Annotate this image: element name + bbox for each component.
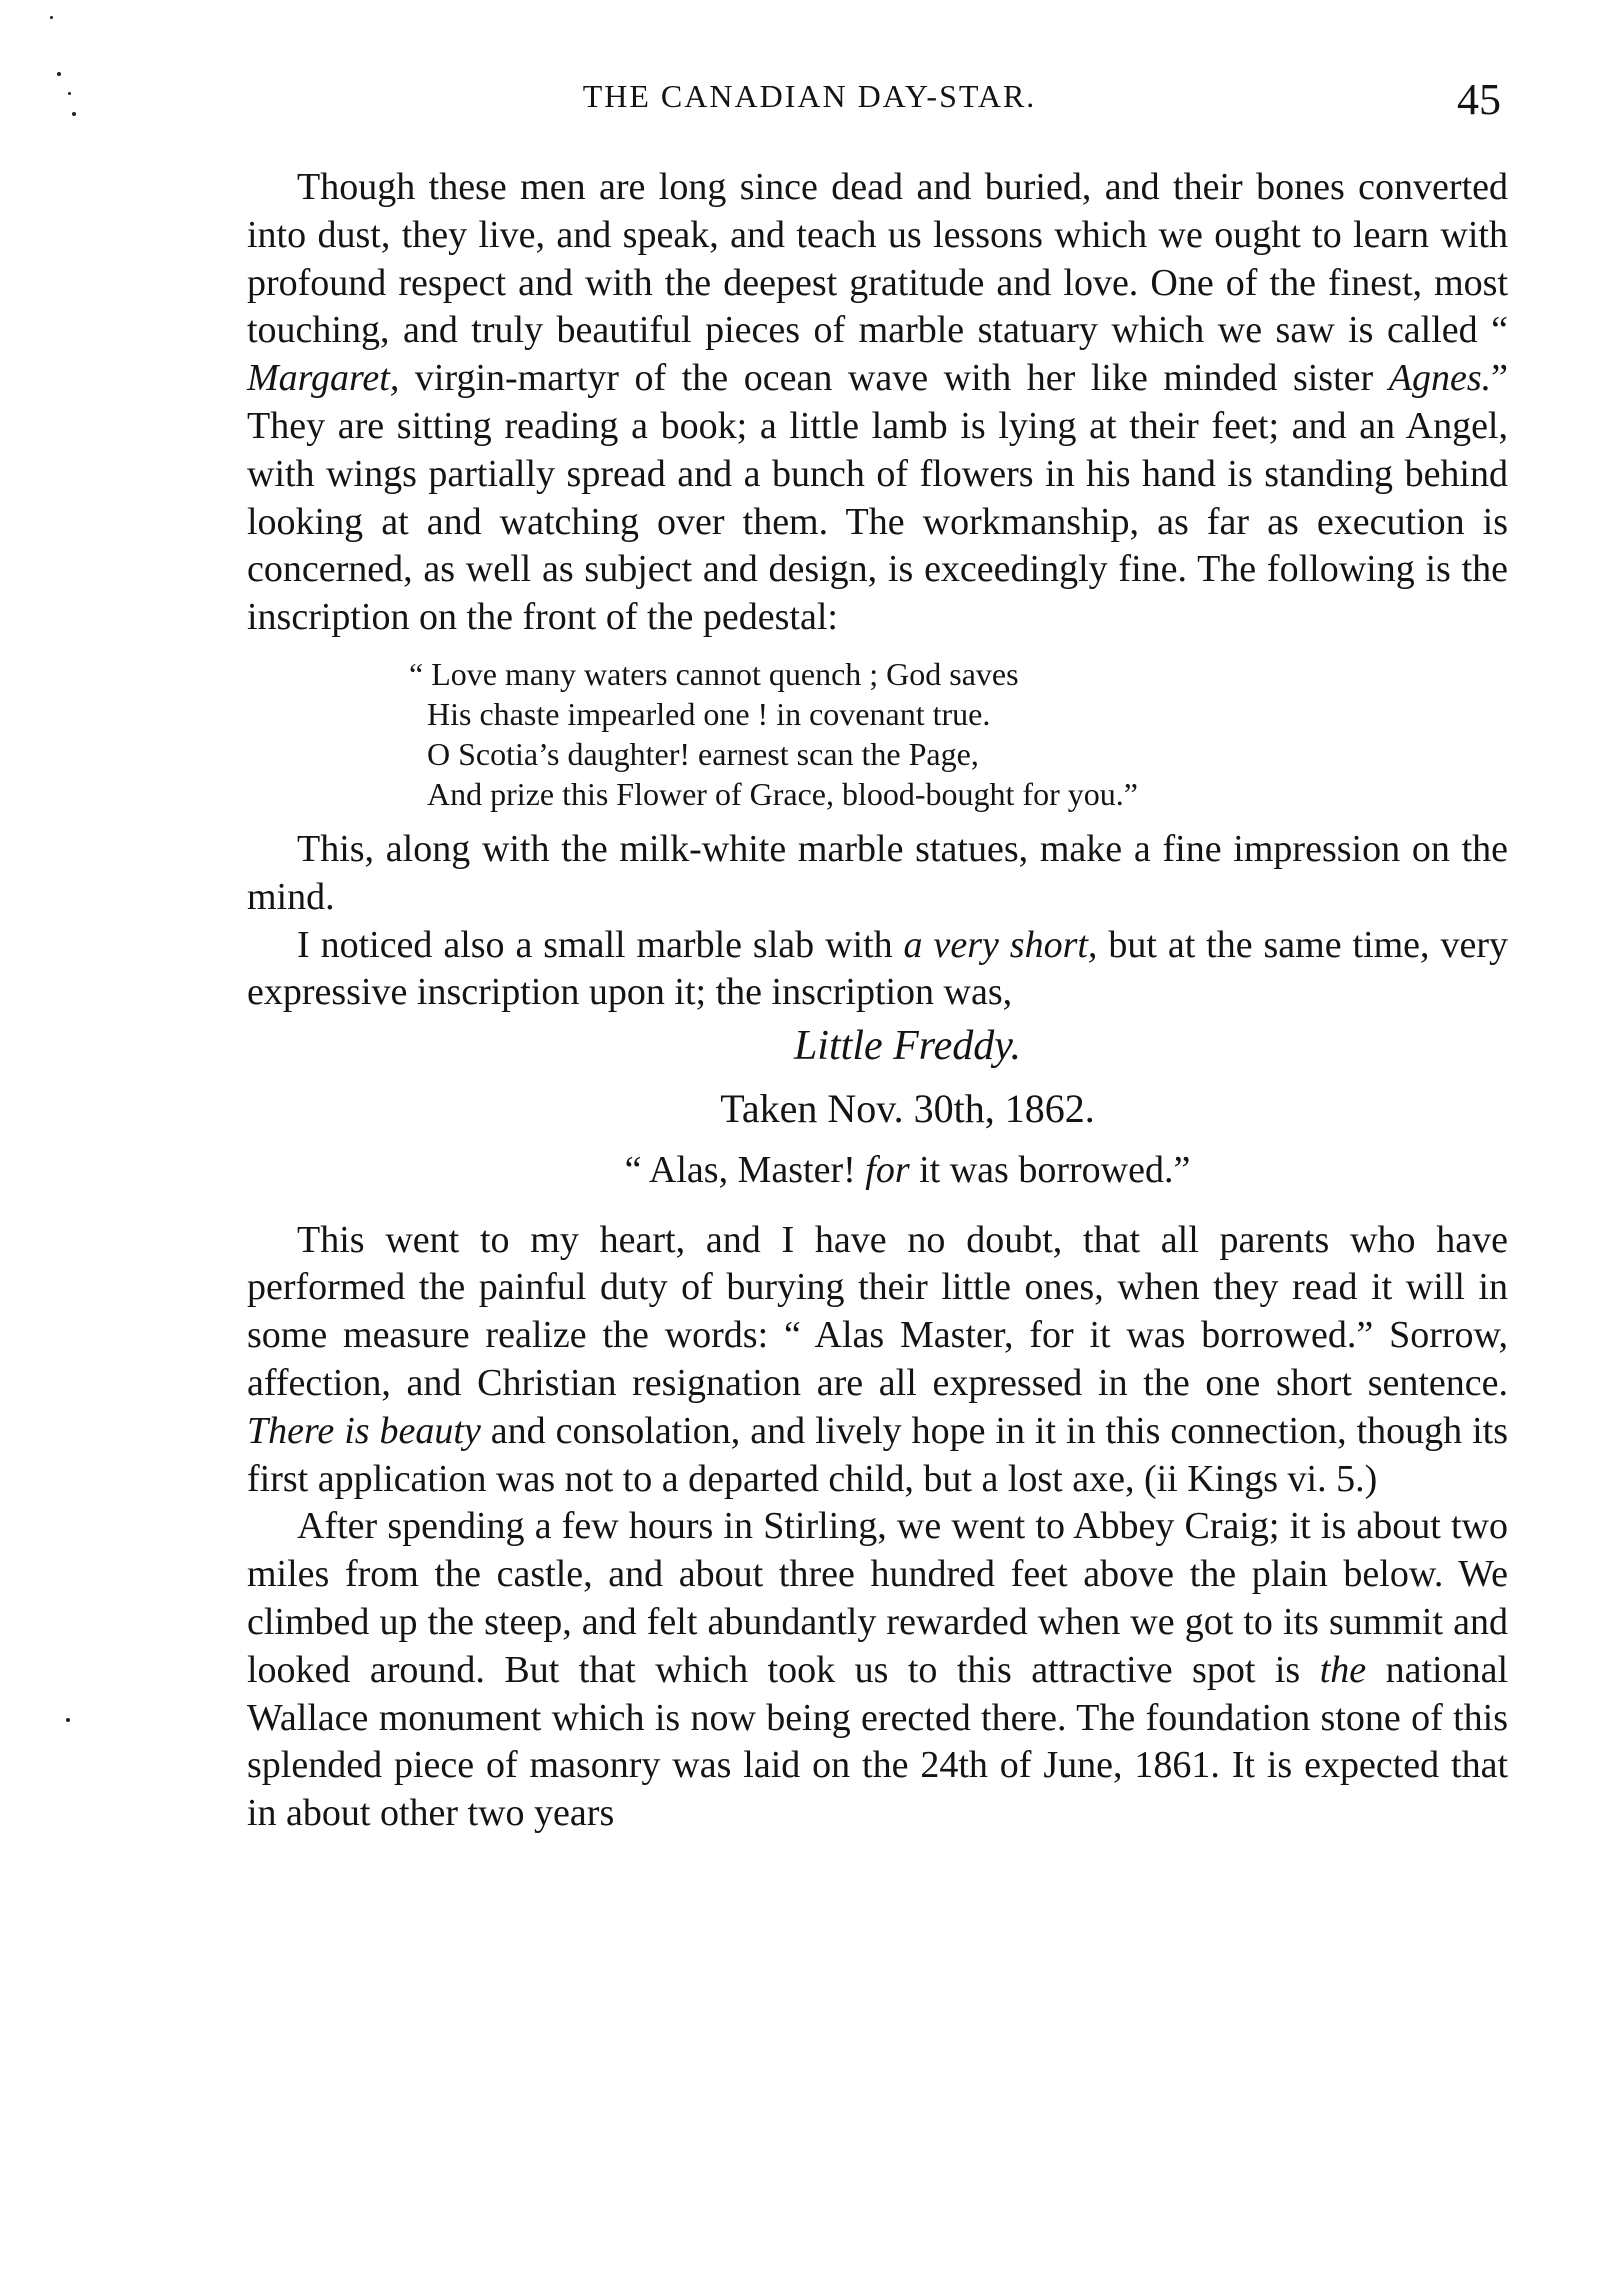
italic-text: a very short, (903, 923, 1098, 966)
text-run: “ Alas, Master! (624, 1148, 866, 1191)
scan-speck (57, 72, 61, 76)
poem-line: “ Love many waters cannot quench ; God saves (409, 655, 1019, 692)
text-run: ” They are sitting reading a book; a little lamb is lying at their feet; and an Angel, with wings partially spread and a bunch of flowers in his hand is standing behind looking at and watching over them. The workmanship, as far as execution is concerned, as well as subject and design, is exceedingly fine. The following is the inscription on the front of the pedestal: (247, 357, 1508, 639)
epitaph-name: Little Freddy. (793, 1023, 1022, 1070)
page-header (0, 75, 1599, 128)
paragraph (247, 1217, 1508, 1504)
paragraph (247, 1503, 1508, 1838)
pedestal-inscription (409, 654, 1508, 814)
running-head: THE CANADIAN DAY-STAR. (582, 78, 1037, 114)
paragraph (247, 164, 1508, 642)
text-run: I noticed also a small marble slab with (297, 923, 904, 966)
page-number: 45 (1457, 75, 1501, 124)
text-run: and consolation, and lively hope in it in this connection, though its first application was not to a departed child, but a lost axe, (ii Kings vi. 5.) (247, 1409, 1508, 1500)
text-run: Though these men are long since dead and buried, and their bones converted into dust, they live, and speak, and teach us lessons which we ought to learn with profound respect and with the deepest gratitude and love. One of the finest, most touching, and truly beautiful pieces of marble statuary which we saw is called “ (247, 166, 1508, 352)
italic-text: for (865, 1148, 910, 1191)
poem-line: His chaste impearled one ! in covenant true. (427, 695, 991, 732)
paragraph (247, 922, 1508, 1018)
italic-text: There is beauty (247, 1409, 481, 1452)
text-run: national Wallace monument which is now being erected there. The foundation stone of this splended piece of masonry was laid on the 24th of June, 1861. It is expected that in about other two years (247, 1648, 1509, 1835)
italic-text: Agnes. (1388, 357, 1492, 400)
paragraph: This, along with the milk-white marble statues, make a fine impression on the mind. (247, 827, 1508, 918)
text-run: This went to my heart, and I have no doubt, that all parents who have performed the painful duty of burying their little ones, when they read it will in some measure realize the words: “ Alas Master, for it was borrowed.” Sorrow, affection, and Christian resignation are all expressed in the one short sentence. (247, 1218, 1508, 1404)
epitaph-quote (247, 1147, 1508, 1195)
scan-speck (50, 16, 53, 19)
epitaph-date: Taken Nov. 30th, 1862. (720, 1085, 1095, 1131)
epitaph (247, 1023, 1508, 1194)
text-run: virgin-martyr of the ocean wave with her like minded sister (399, 357, 1389, 400)
text-run: but at the same time, very expressive inscription upon it; the inscription was, (247, 923, 1508, 1014)
italic-text: Margaret, (247, 357, 400, 400)
body-text (247, 164, 1508, 1838)
text-run: it was borrowed.” (909, 1148, 1191, 1191)
italic-text: the (1319, 1648, 1367, 1691)
text-run: After spending a few hours in Stirling, we went to Abbey Craig; it is about two miles from the castle, and about three hundred feet above the plain below. We climbed up the steep, and felt abundantly rewarded when we got to its summit and looked around. But that which took us to this attractive spot is (247, 1505, 1508, 1691)
poem-line: And prize this Flower of Grace, blood-bought for you.” (427, 775, 1138, 812)
poem-line: O Scotia’s daughter! earnest scan the Page, (427, 735, 979, 772)
scan-speck (66, 1718, 70, 1722)
